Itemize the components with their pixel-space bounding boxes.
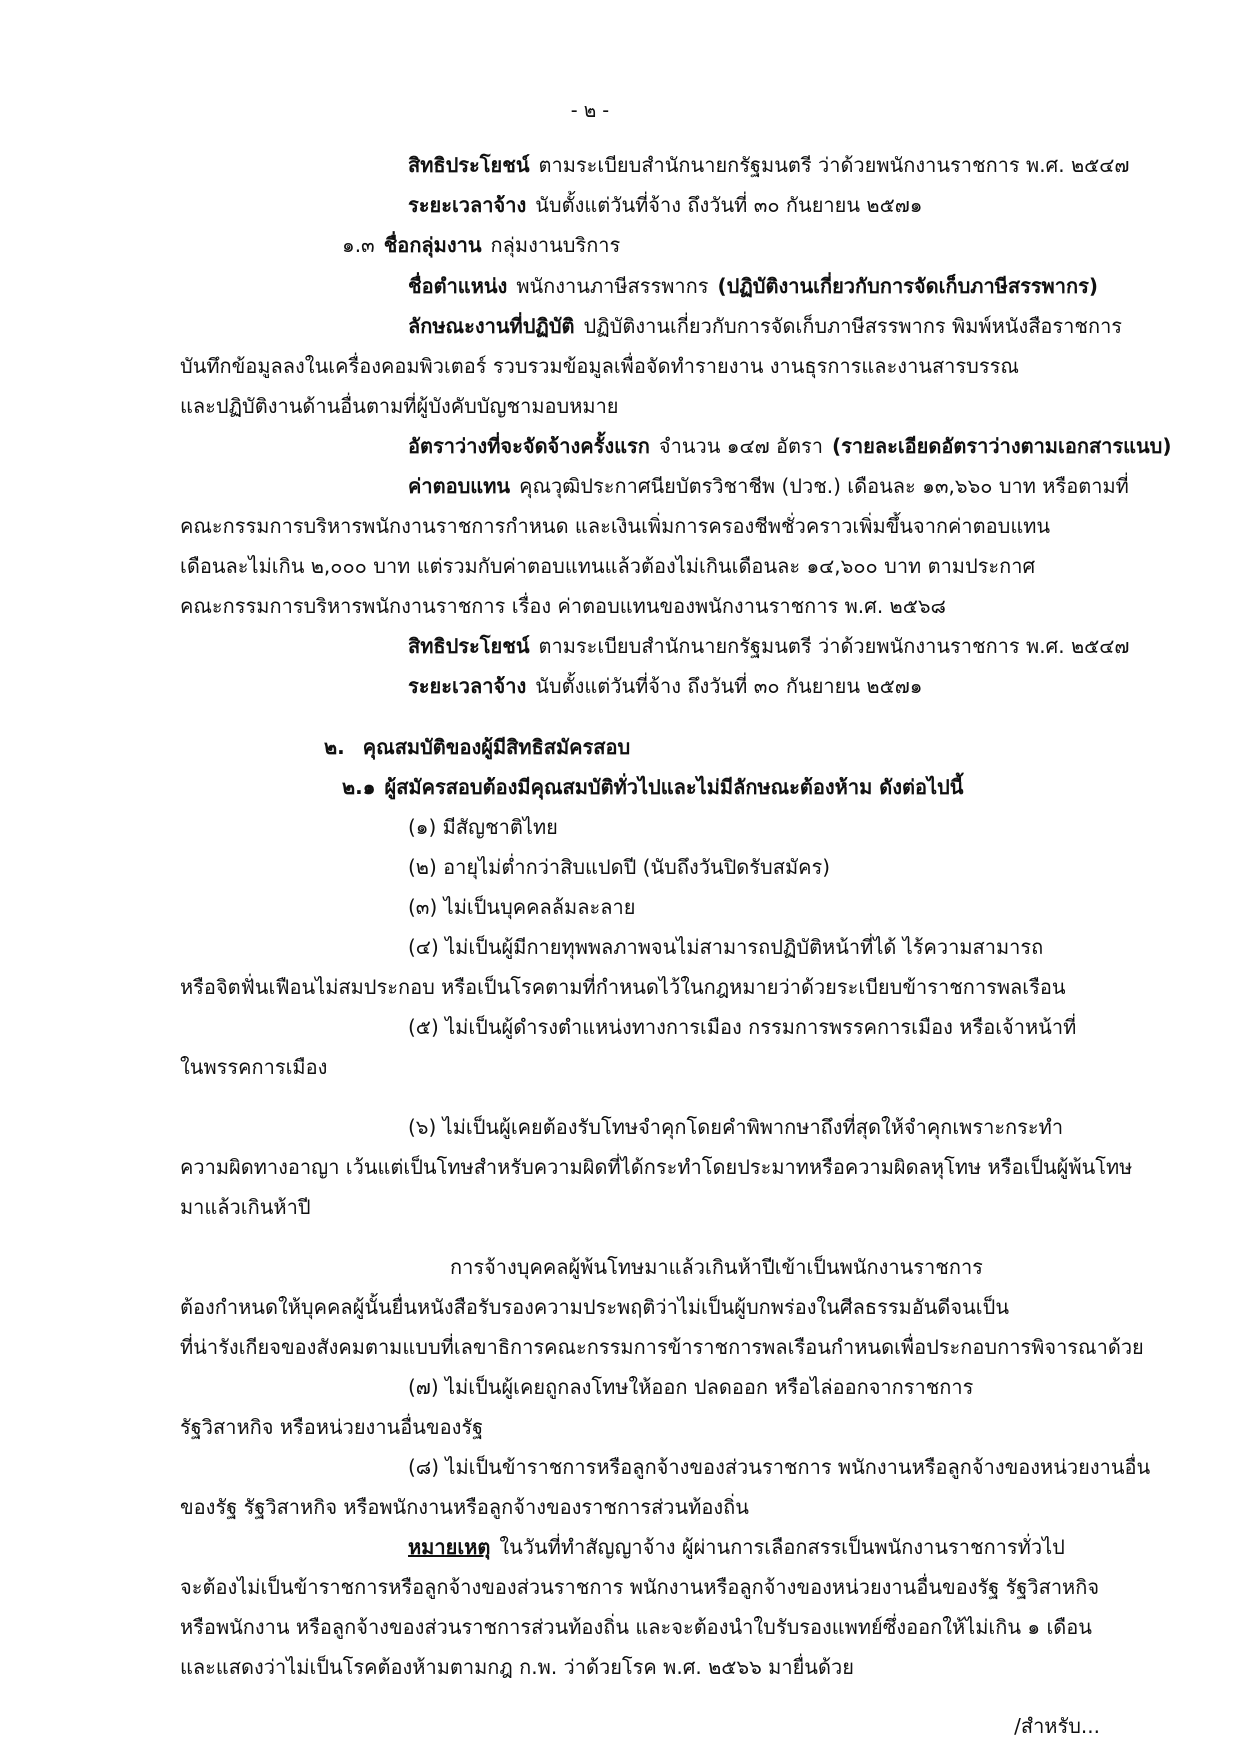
vacancy-label: อัตราว่างที่จะจัดจ้างครั้งแรก: [408, 434, 650, 458]
period-label: ระยะเวลาจ้าง: [408, 193, 527, 217]
note-line: จะต้องไม่เป็นข้าราชการหรือลูกจ้างของส่วนราชการ พนักงานหรือลูกจ้างของหน่วยงานอื่นของรัฐ รัฐวิสาหกิจ: [180, 1575, 1100, 1599]
position-line: [408, 272, 1098, 300]
page-number: - ๒ -: [570, 98, 610, 122]
list-item: (๒) อายุไม่ต่ำกว่าสิบแปดปี (นับถึงวันปิดรับสมัคร): [408, 855, 831, 879]
period-text: นับตั้งแต่วันที่จ้าง ถึงวันที่ ๓๐ กันยายน ๒๕๗๑: [535, 674, 923, 698]
period-label: ระยะเวลาจ้าง: [408, 674, 527, 698]
pay-line: เดือนละไม่เกิน ๒,๐๐๐ บาท แต่รวมกับค่าตอบแทนแล้วต้องไม่เกินเดือนละ ๑๔,๖๐๐ บาท ตามประกาศ: [180, 554, 1036, 578]
section-heading: [324, 733, 630, 761]
benefit-label: สิทธิประโยชน์: [408, 153, 530, 177]
note-text: ในวันที่ทำสัญญาจ้าง ผู้ผ่านการเลือกสรรเป็นพนักงานราชการทั่วไป: [499, 1535, 1065, 1559]
list-item: (๑) มีสัญชาติไทย: [408, 815, 558, 839]
list-item: (๗) ไม่เป็นผู้เคยถูกลงโทษให้ออก ปลดออก หรือไล่ออกจากราชการ: [408, 1375, 974, 1399]
subsection-heading: [342, 773, 963, 801]
pay-label: ค่าตอบแทน: [408, 474, 511, 498]
subsection-number: ๒.๑: [342, 775, 376, 799]
position-label: ชื่อตำแหน่ง: [408, 274, 508, 298]
pay-line: คณะกรรมการบริหารพนักงานราชการกำหนด และเงินเพิ่มการครองชีพชั่วคราวเพิ่มขึ้นจากค่าตอบแทน: [180, 514, 1051, 538]
note-label: หมายเหตุ: [408, 1535, 491, 1559]
list-item-continuation: รัฐวิสาหกิจ หรือหน่วยงานอื่นของรัฐ: [180, 1415, 484, 1439]
position-text: พนักงานภาษีสรรพากร: [516, 274, 709, 298]
duty-line: [408, 312, 1122, 340]
section-number: ๒.: [324, 735, 345, 759]
list-item-continuation: ของรัฐ รัฐวิสาหกิจ หรือพนักงานหรือลูกจ้างของราชการส่วนท้องถิ่น: [180, 1495, 749, 1519]
group-text: กลุ่มงานบริการ: [490, 233, 621, 257]
note-line: [408, 1533, 1065, 1561]
benefit-line: [408, 632, 1129, 660]
pay-line: [408, 472, 1129, 500]
list-item-continuation: หรือจิตฟั่นเฟือนไม่สมประกอบ หรือเป็นโรคตามที่กำหนดไว้ในกฎหมายว่าด้วยระเบียบข้าราชการพลเรือน: [180, 975, 1066, 999]
list-item: (๖) ไม่เป็นผู้เคยต้องรับโทษจำคุกโดยคำพิพากษาถึงที่สุดให้จำคุกเพราะกระทำ: [408, 1115, 1064, 1139]
group-line: [342, 231, 620, 259]
period-text: นับตั้งแต่วันที่จ้าง ถึงวันที่ ๓๐ กันยายน ๒๕๗๑: [535, 193, 923, 217]
duty-label: ลักษณะงานที่ปฏิบัติ: [408, 314, 575, 338]
continuation-marker: /สำหรับ...: [1014, 1714, 1100, 1738]
position-detail: (ปฏิบัติงานเกี่ยวกับการจัดเก็บภาษีสรรพากร): [717, 274, 1098, 298]
subsection-title: ผู้สมัครสอบต้องมีคุณสมบัติทั่วไปและไม่มีลักษณะต้องห้าม ดังต่อไปนี้: [384, 775, 964, 799]
list-item: (๕) ไม่เป็นผู้ดำรงตำแหน่งทางการเมือง กรรมการพรรคการเมือง หรือเจ้าหน้าที่: [408, 1015, 1077, 1039]
duty-line: และปฏิบัติงานด้านอื่นตามที่ผู้บังคับบัญชามอบหมาย: [180, 394, 619, 418]
pay-text: คุณวุฒิประกาศนียบัตรวิชาชีพ (ปวช.) เดือนละ ๑๓,๖๖๐ บาท หรือตามที่: [519, 474, 1129, 498]
list-item: (๓) ไม่เป็นบุคคลล้มละลาย: [408, 895, 636, 919]
note-line: และแสดงว่าไม่เป็นโรคต้องห้ามตามกฎ ก.พ. ว่าด้วยโรค พ.ศ. ๒๕๖๖ มายื่นด้วย: [180, 1655, 854, 1679]
benefit-line: [408, 151, 1129, 179]
list-item-continuation: มาแล้วเกินห้าปี: [180, 1195, 311, 1219]
benefit-label: สิทธิประโยชน์: [408, 634, 530, 658]
note-line: หรือพนักงาน หรือลูกจ้างของส่วนราชการส่วนท้องถิ่น และจะต้องนำใบรับรองแพทย์ซึ่งออกให้ไม่เกิน ๑ เดือน: [180, 1615, 1092, 1639]
group-label: ชื่อกลุ่มงาน: [383, 233, 482, 257]
paragraph-line: ที่น่ารังเกียจของสังคมตามแบบที่เลขาธิการคณะกรรมการข้าราชการพลเรือนกำหนดเพื่อประกอบการพิจารณาด้วย: [180, 1335, 1144, 1359]
list-item-continuation: ความผิดทางอาญา เว้นแต่เป็นโทษสำหรับความผิดที่ได้กระทำโดยประมาทหรือความผิดลหุโทษ หรือเป็นผู้พ้นโทษ: [180, 1155, 1133, 1179]
pay-line: คณะกรรมการบริหารพนักงานราชการ เรื่อง ค่าตอบแทนของพนักงานราชการ พ.ศ. ๒๕๖๘: [180, 594, 946, 618]
duty-text: ปฏิบัติงานเกี่ยวกับการจัดเก็บภาษีสรรพากร พิมพ์หนังสือราชการ: [583, 314, 1123, 338]
list-item-continuation: ในพรรคการเมือง: [180, 1055, 328, 1079]
vacancy-text: จำนวน ๑๔๗ อัตรา: [658, 434, 823, 458]
period-line: [408, 191, 922, 219]
vacancy-line: [408, 432, 1172, 460]
period-line: [408, 672, 922, 700]
list-item: (๘) ไม่เป็นข้าราชการหรือลูกจ้างของส่วนราชการ พนักงานหรือลูกจ้างของหน่วยงานอื่น: [408, 1455, 1151, 1479]
paragraph-line: ต้องกำหนดให้บุคคลผู้นั้นยื่นหนังสือรับรองความประพฤติว่าไม่เป็นผู้บกพร่องในศีลธรรมอันดีจนเป็น: [180, 1295, 1010, 1319]
vacancy-detail: (รายละเอียดอัตราว่างตามเอกสารแนบ): [832, 434, 1172, 458]
benefit-text: ตามระเบียบสำนักนายกรัฐมนตรี ว่าด้วยพนักงานราชการ พ.ศ. ๒๕๔๗: [538, 153, 1130, 177]
list-item: (๔) ไม่เป็นผู้มีกายทุพพลภาพจนไม่สามารถปฏิบัติหน้าที่ได้ ไร้ความสามารถ: [408, 935, 1044, 959]
section-title: คุณสมบัติของผู้มีสิทธิสมัครสอบ: [362, 735, 631, 759]
duty-line: บันทึกข้อมูลลงในเครื่องคอมพิวเตอร์ รวบรวมข้อมูลเพื่อจัดทำรายงาน งานธุรการและงานสารบรรณ: [180, 354, 1019, 378]
benefit-text: ตามระเบียบสำนักนายกรัฐมนตรี ว่าด้วยพนักงานราชการ พ.ศ. ๒๕๔๗: [538, 634, 1130, 658]
section-number: ๑.๓: [342, 233, 375, 257]
paragraph-line: การจ้างบุคคลผู้พ้นโทษมาแล้วเกินห้าปีเข้าเป็นพนักงานราชการ: [450, 1255, 983, 1279]
